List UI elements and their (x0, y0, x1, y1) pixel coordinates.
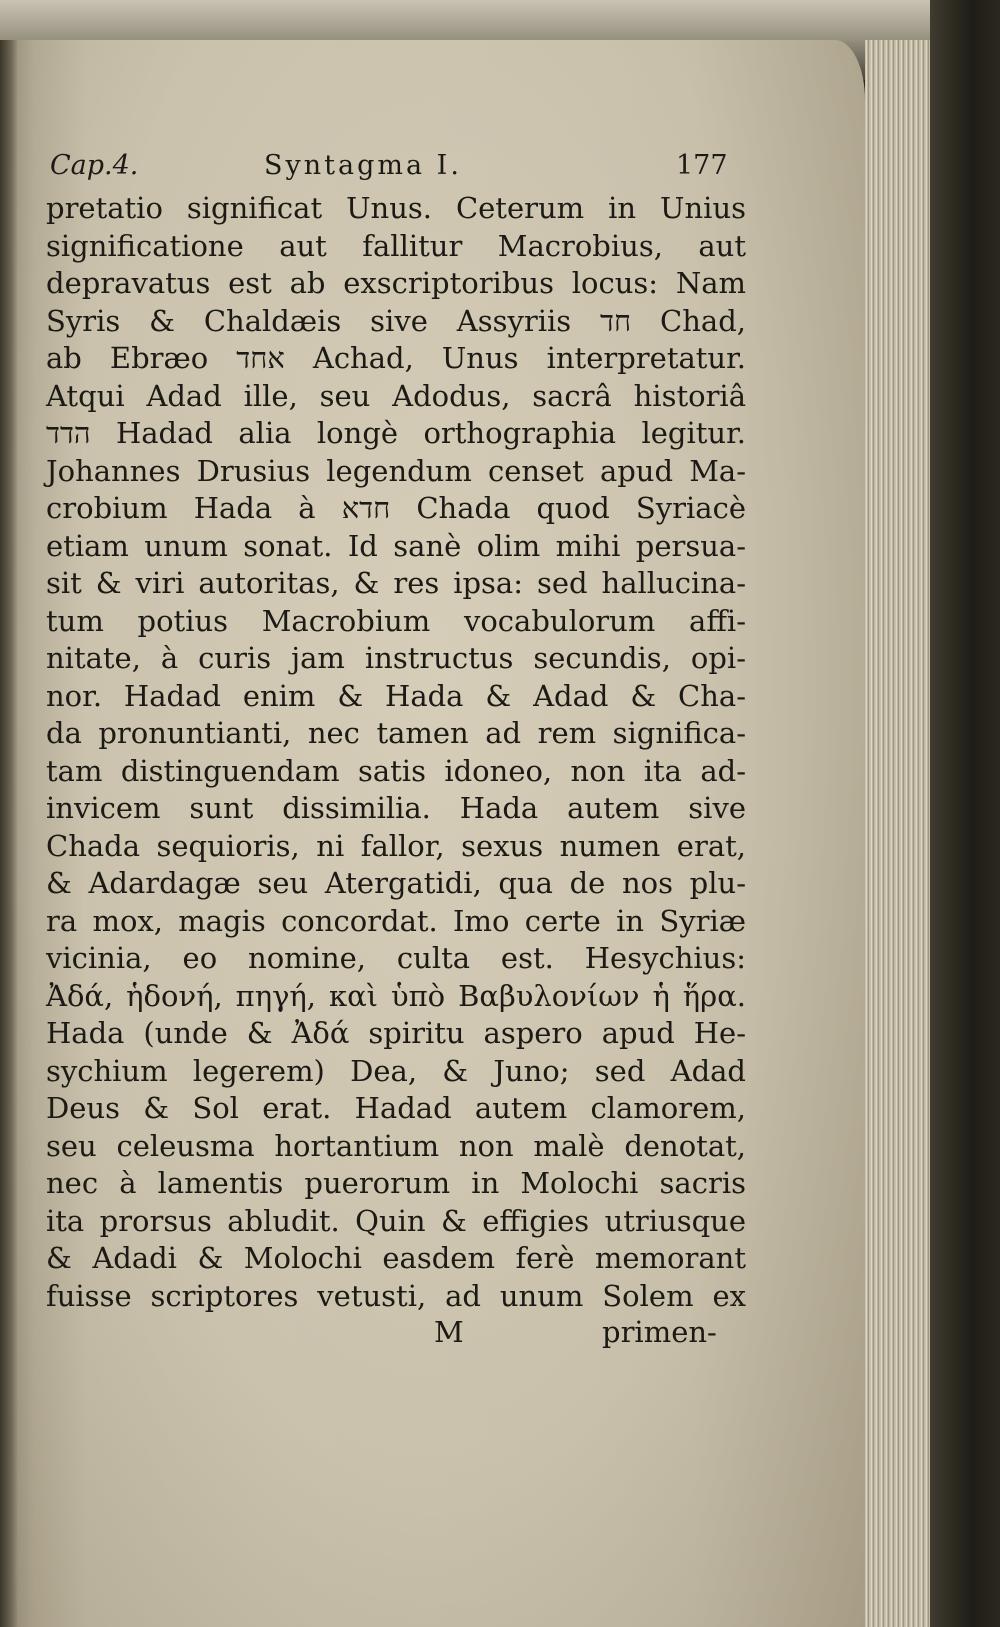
text-line: Deus & Sol erat. Hadad autem clamorem, (46, 1091, 746, 1125)
text-line: pretatio significat Unus. Ceterum in Unius (46, 191, 746, 225)
page-gutter (0, 40, 18, 1627)
catchword: primen- (602, 1315, 717, 1349)
text-line: ra mox, magis concordat. Imo certe in Syriæ (46, 903, 746, 938)
text-line: ita prorsus abludit. Quin & effigies utriusque (46, 1203, 746, 1238)
signature-mark: M (434, 1315, 464, 1349)
text-line: tam distinguendam satis idoneo, non ita ad- (46, 753, 746, 788)
text-line: הדד Hadad alia longè orthographia legitur. (46, 416, 746, 450)
page-text (46, 150, 746, 1355)
text-line: fuisse scriptores vetusti, ad unum Solem ex (46, 1278, 746, 1313)
text-line: nec à lamentis puerorum in Molochi sacris (46, 1166, 746, 1200)
text-line: da pronuntianti, nec tamen ad rem significa- (46, 716, 746, 750)
header-title: Syntagma I. (264, 150, 462, 181)
running-header (46, 150, 746, 190)
text-line: nitate, à curis jam instructus secundis, opi- (46, 641, 746, 675)
text-line: significatione aut fallitur Macrobius, aut (46, 228, 746, 263)
page-footer (46, 1315, 746, 1355)
text-line: seu celeusma hortantium non malè denotat, (46, 1128, 746, 1163)
text-line: invicem sunt dissimilia. Hada autem sive (46, 791, 746, 825)
text-line: Hada (unde & Ἀδά spiritu aspero apud He- (46, 1016, 746, 1050)
text-line: nor. Hadad enim & Hada & Adad & Cha- (46, 678, 746, 713)
text-line: Chada sequioris, ni fallor, sexus numen erat, (46, 828, 746, 863)
text-line: depravatus est ab exscriptoribus locus: Nam (46, 266, 746, 300)
text-line: & Adadi & Molochi easdem ferè memorant (46, 1241, 746, 1275)
text-line: & Adardagæ seu Atergatidi, qua de nos plu- (46, 866, 746, 900)
chapter-label: Cap.4. (50, 150, 139, 181)
text-line: tum potius Macrobium vocabulorum affi- (46, 603, 746, 638)
text-line: Syris & Chaldæis sive Assyriis חד Chad, (46, 303, 746, 338)
page-edges (865, 40, 930, 1627)
page-number: 177 (676, 150, 728, 181)
text-line: Johannes Drusius legendum censet apud Ma- (46, 453, 746, 488)
text-line: vicinia, eo nomine, culta est. Hesychius: (46, 941, 746, 975)
text-line: etiam unum sonat. Id sanè olim mihi persua- (46, 528, 746, 563)
book-cover-edge (930, 0, 1000, 1627)
text-line: sychium legerem) Dea, & Juno; sed Adad (46, 1053, 746, 1088)
text-line: sit & viri autoritas, & res ipsa: sed hallucina- (46, 566, 746, 600)
text-line: ab Ebræo אחד Achad, Unus interpretatur. (46, 341, 746, 375)
text-line: Atqui Adad ille, seu Adodus, sacrâ historiâ (46, 378, 746, 413)
text-line: Ἀδά, ἡδονή, πηγή, καὶ ὑπὸ Βαβυλονίων ἡ ἥρα. (46, 978, 746, 1013)
text-line: crobium Hada à חדא Chada quod Syriacè (46, 491, 746, 525)
